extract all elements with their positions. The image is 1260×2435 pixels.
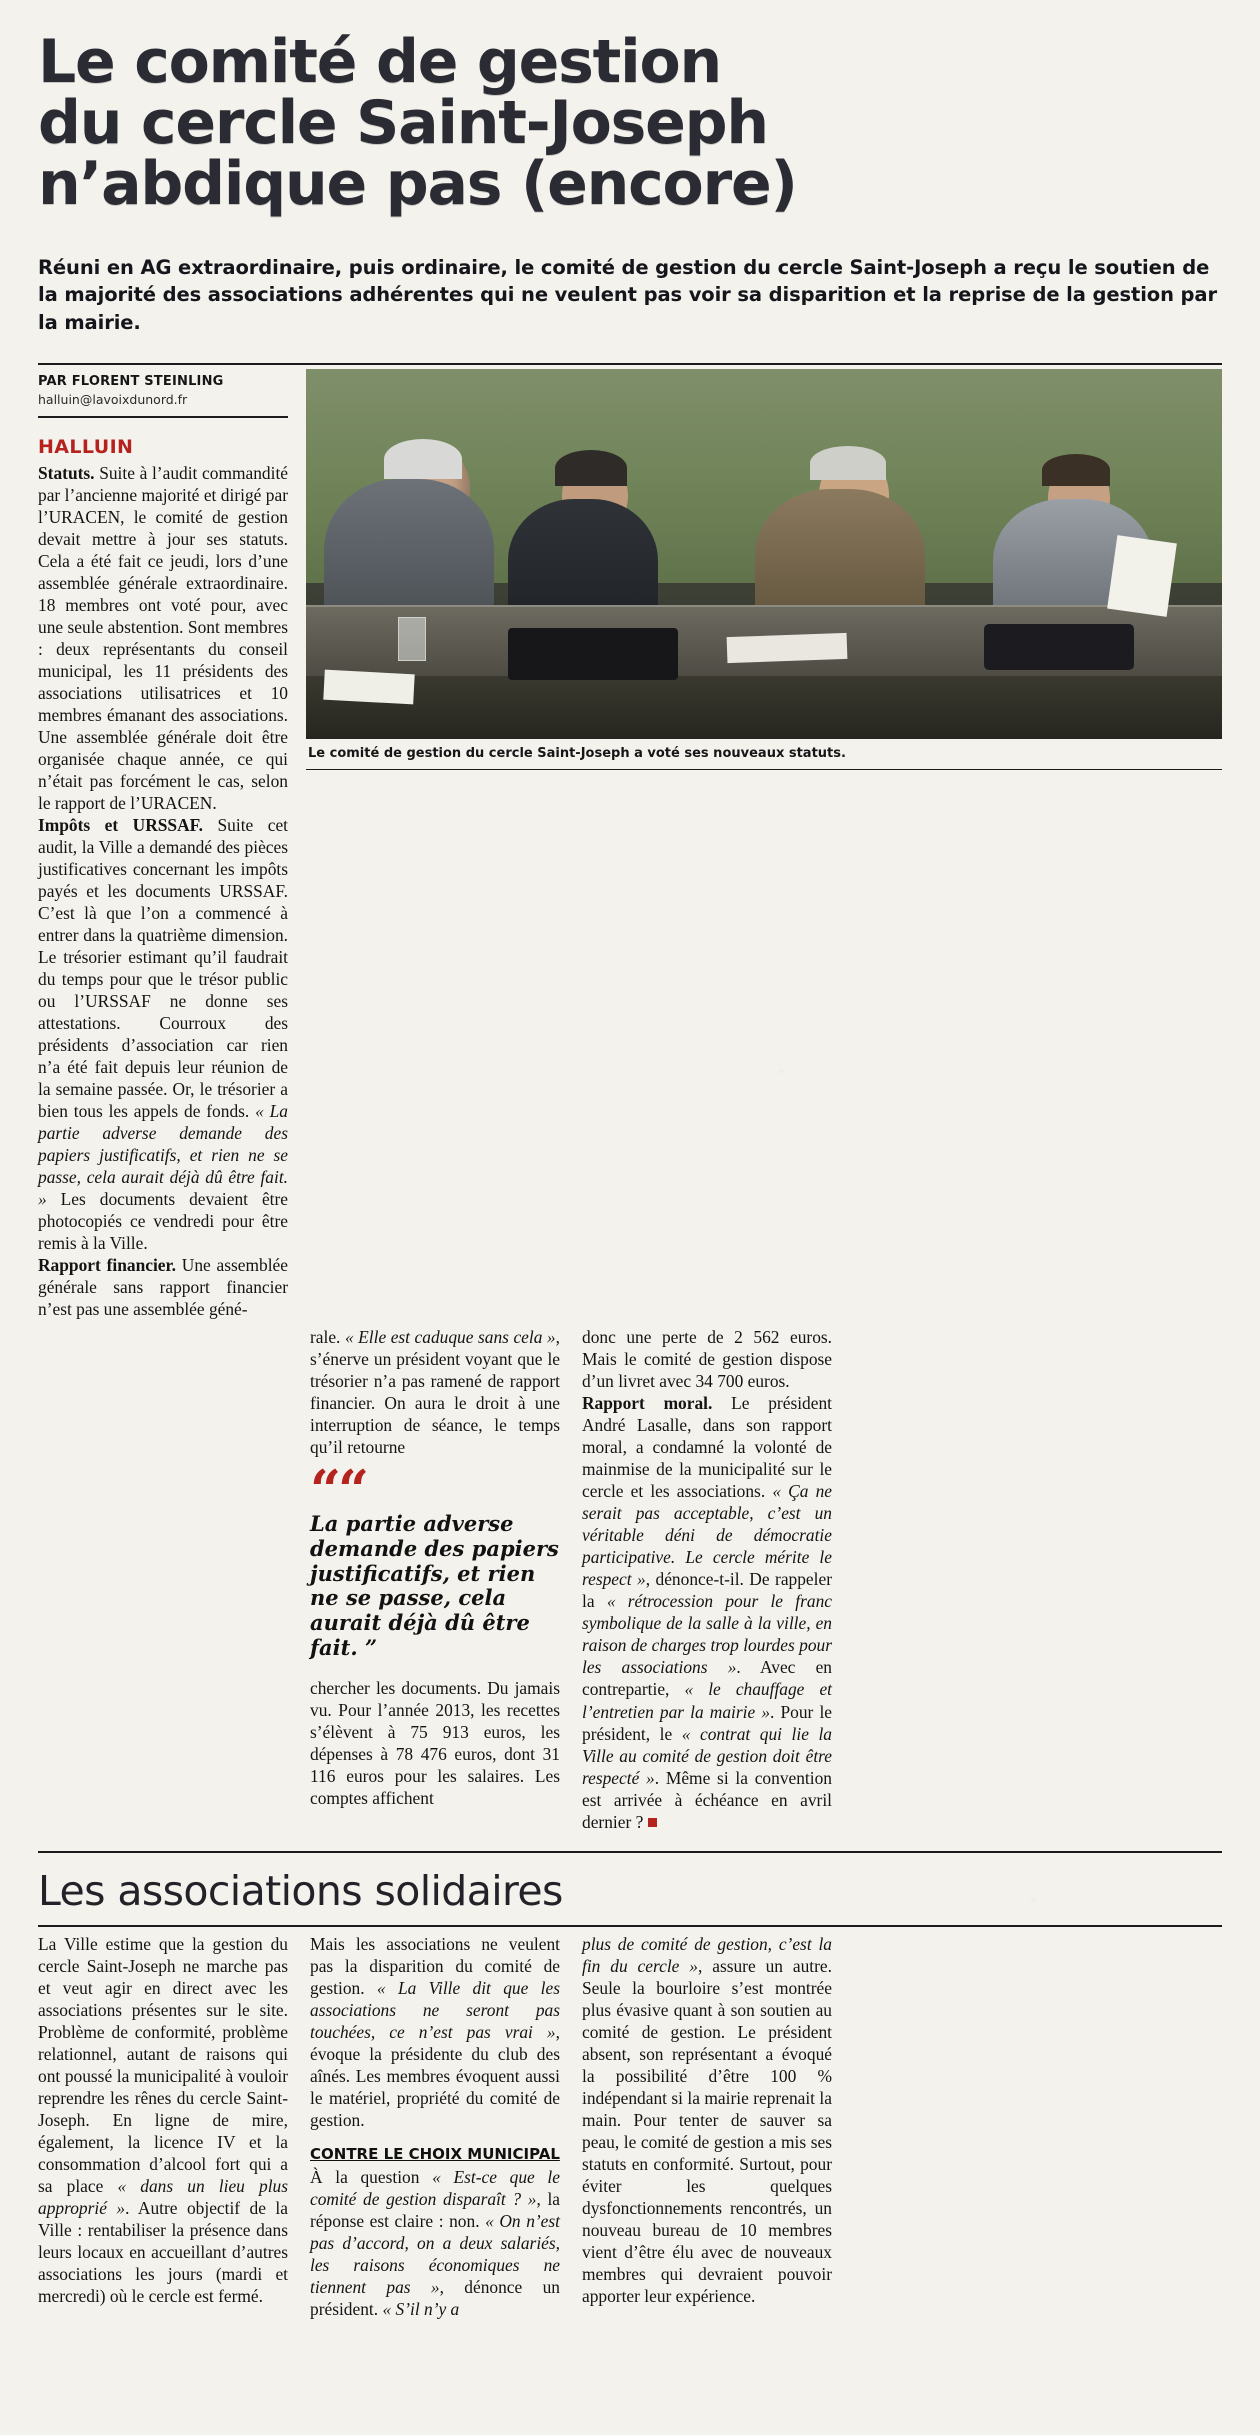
sec-col2-quote-3: « On n’est pas d’accord, on a deux salariés, les raisons économiques ne tiennent pas » [310, 2210, 560, 2297]
lead-in-impots: Impôts et URSSAF. [38, 814, 204, 835]
col3-quote-1: « Ça ne serait pas acceptable, c’est un véritable déni de démocratie participative. Le cercle mérite le respect » [582, 1481, 832, 1590]
paragraph-statuts-text: Suite à l’audit commandité par l’ancienne majorité et dirigé par l’URACEN, le comité de gestion devait mettre à jour ses statuts. Cela a été fait ce jeudi, lors d’une assemblée générale extraordinaire. 18 membres ont voté pour, avec une seule abstention. Sont membres : deux représentants du conseil municipal, les 11 présidents des associations utilisatrices et 10 membres émanant des associations. Une assemblée générale doit être organisée chaque année, ce qui n’était pas forcément le cas, selon le rapport de l’URACEN. [38, 462, 288, 813]
end-mark-icon [648, 1818, 657, 1827]
section-column-1 [38, 1933, 288, 2320]
sec-col2-d: , la réponse est claire : non. [310, 2188, 560, 2231]
byline-column [38, 365, 288, 1321]
paragraph-sec-col1 [38, 1933, 288, 2307]
sec-col3-text: , assure un autre. Seule la bourloire s’est montrée plus évasive quant à son soutien au comité de gestion. Le président absent, son représentant a évoqué la possibilité d’être 100 % indépendant si la mairie reprenait la main. Pour tenter de sauver sa peau, le comité de gestion a mis ses statuts en conformité. Surtout, pour éviter les quelques dysfonctionnements rencontrés, un nouveau bureau de 10 membres vient d’être élu avec de nouveaux membres qui devraient pouvoir apporter leur expérience. [582, 1955, 832, 2306]
col3-text-e: . Même si la convention est arrivée à échéance en avril dernier ? [582, 1767, 832, 1832]
sec-col2-b: , évoque la présidente du club des aînés. Les membres évoquent aussi le matériel, propriété du comité de gestion. [310, 2021, 560, 2130]
paragraph-col2-2: chercher les documents. Du jamais vu. Pour l’année 2013, les recettes s’élèvent à 75 913 euros, les dépenses à 78 476 euros, dont 31 116 euros pour les salaires. Les comptes affichent [310, 1677, 560, 1808]
paragraph-col2-1 [310, 1326, 560, 1458]
article-column-1 [38, 462, 288, 1321]
photo-briefcase [508, 628, 678, 680]
photo-column [306, 365, 1222, 1321]
section-title: Les associations solidaires [38, 1866, 563, 1915]
paragraph-col3-1: donc une perte de 2 562 euros. Mais le comité de gestion dispose d’un livret avec 34 700 euros. [582, 1327, 832, 1392]
sec-col2-e: , dénonce un président. [310, 2276, 560, 2319]
locality-label: HALLUIN [38, 435, 134, 458]
paragraph-rapport-financier [38, 1254, 288, 1320]
col2-text-b: , s’énerve un président voyant que le trésorier n’a pas ramené de rapport financier. On aura le droit à une interruption de séance, le temps qu’il retourne [310, 1327, 560, 1458]
lead-in-rapport-moral: Rapport moral. [582, 1393, 713, 1414]
section-column-3 [582, 1933, 832, 2320]
photo-glass [398, 617, 426, 661]
headline-line-3: n’abdique pas (encore) [38, 149, 797, 220]
section-column-3-text [582, 1933, 832, 2307]
section-divider-top [38, 1851, 1222, 1853]
headline-line-1: Le comité de gestion [38, 27, 722, 97]
col2-text-a: rale. [310, 1327, 345, 1348]
inline-quote-1: « La partie adverse demande des papiers justificatifs, et rien ne se passe, cela aurait déjà dû être fait. » [38, 1101, 288, 1210]
headline-line-2: du cercle Saint-Joseph [38, 88, 768, 159]
section-column-1-text [38, 1933, 288, 2307]
sec-col2-a: Mais les associations ne veulent pas la disparition du comité de gestion. [310, 1933, 560, 1998]
paragraph-sec-col3 [582, 1933, 832, 2307]
photo-front-table [306, 676, 1222, 739]
article-column-1-spacer [38, 1326, 288, 1832]
lead-in-rapport-financier: Rapport financier. [38, 1255, 176, 1276]
article-column-2-text [310, 1326, 560, 1458]
byline-author: PAR FLORENT STEINLING [38, 373, 224, 389]
col3-text-b: , dénonce-t-il. De rappeler la [582, 1569, 832, 1612]
article-columns [38, 1326, 1222, 1832]
meeting-photo [306, 369, 1222, 739]
article-column-2 [310, 1326, 560, 1832]
article-column-2-text-2 [310, 1677, 560, 1809]
photo-caption: Le comité de gestion du cercle Saint-Joseph a voté ses nouveaux statuts. [306, 739, 1222, 770]
quote-mark-icon: ““ [310, 1458, 367, 1523]
sec-col1-quote: « dans un lieu plus approprié » [38, 2175, 288, 2218]
paragraph-statuts [38, 462, 288, 814]
pull-quote-text: La partie adverse demande des papiers justificatifs, et rien ne se passe, cela aurait déjà dû être fait. ” [310, 1511, 559, 1660]
col3-quote-3: « le chauffage et l’entretien par la mairie » [582, 1679, 833, 1722]
standfirst: Réuni en AG extraordinaire, puis ordinaire, le comité de gestion du cercle Saint-Joseph a reçu le soutien de la majorité des associations adhérentes qui ne veulent pas voir sa disparition et la reprise de la gestion par la mairie. [38, 255, 1217, 334]
photo-bag [984, 624, 1134, 670]
section-columns [38, 1933, 1222, 2320]
col3-text-d: . Pour le président, le [582, 1701, 832, 1744]
sec-col1-a: La Ville estime que la gestion du cercle Saint-Joseph ne marche pas et veut agir en direct avec les associations présentes sur le site. Problème de conformité, problème relationnel, autant de raisons qui ont poussé la municipalité à vouloir reprendre les rênes du cercle Saint-Joseph. En ligne de mire, également, la licence IV et la consommation d’alcool fort qui a sa place [38, 1933, 288, 2196]
sec-col2-c: À la question [310, 2166, 433, 2187]
article-column-3-text [582, 1326, 832, 1832]
section-subheading: CONTRE LE CHOIX MUNICIPAL [310, 2144, 560, 2163]
sec-col2-quote-1: « La Ville dit que les associations ne seront pas touchées, ce n’est pas vrai » [310, 1977, 560, 2042]
paragraph-impots-text: Suite cet audit, la Ville a demandé des pièces justificatives concernant les impôts payés et les documents URSSAF. C’est là que l’on a commencé à entrer dans la quatrième dimension. Le trésorier estimant qu’il faudrait du temps pour que le trésor public ou l’URSSAF ne donne ses attestations. Courroux des présidents d’association car rien n’a été fait depuis leur réunion de la semaine passée. Or, le trésorier a bien tous les appels de fonds. [38, 814, 288, 1122]
sec-col2-quote-4: « S’il n’y a [382, 2298, 460, 2319]
section-divider-bottom [38, 1925, 1222, 1927]
person-1-hair [384, 439, 462, 479]
sec-col1-b: . Autre objectif de la Ville : rentabiliser la présence dans leurs locaux en accueillant d’autres associations les jours (mardi et mercredi) où le cercle est fermé. [38, 2197, 288, 2306]
lead-in-statuts: Statuts. [38, 462, 95, 483]
paragraph-impots-end: Les documents devaient être photocopiés ce vendredi pour être remis à la Ville. [38, 1189, 288, 1254]
section-column-2 [310, 1933, 560, 2320]
section-column-2-text-2 [310, 2166, 560, 2320]
col3-text-c: . Avec en contrepartie, [582, 1657, 832, 1700]
photo-papers [727, 633, 848, 663]
sec-col2-quote-2: « Est-ce que le comité de gestion disparaît ? » [310, 2166, 560, 2209]
paragraph-rapport-financier-text: Une assemblée générale sans rapport financier n’est pas une assemblée géné- [38, 1255, 288, 1320]
person-3-hair [810, 446, 886, 480]
paragraph-impots [38, 814, 288, 1254]
col3-text-a: Le président André Lasalle, dans son rapport moral, a condamné la volonté de mainmise de la municipalité sur le cercle et les associations. [582, 1393, 832, 1502]
byline-email: halluin@lavoixdunord.fr [38, 391, 188, 407]
byline-divider [38, 416, 288, 418]
paragraph-rapport-moral [582, 1392, 832, 1832]
paragraph-sec-col2 [310, 1933, 560, 2131]
col3-quote-2: « rétrocession pour le franc symbolique de la salle à la ville, en raison de charges trop lourdes pour les associations » [582, 1591, 832, 1678]
pull-quote [310, 1458, 560, 1660]
col3-quote-4: « contrat qui lie la Ville au comité de gestion doit être respecté » [582, 1723, 832, 1788]
photo-document-held [1107, 535, 1177, 617]
page-title [38, 27, 1226, 220]
col2-quote-1: « Elle est caduque sans cela » [344, 1327, 556, 1348]
byline [38, 365, 288, 418]
article-column-3 [582, 1326, 832, 1832]
sec-col3-quote: plus de comité de gestion, c’est la fin du cercle » [582, 1933, 832, 1976]
top-area [38, 365, 1222, 1321]
section-column-2-text [310, 1933, 560, 2131]
paragraph-sec-col2-2 [310, 2166, 560, 2320]
person-4-hair [1042, 454, 1110, 486]
person-2-hair [555, 450, 627, 486]
photo-paper-left [324, 670, 415, 705]
